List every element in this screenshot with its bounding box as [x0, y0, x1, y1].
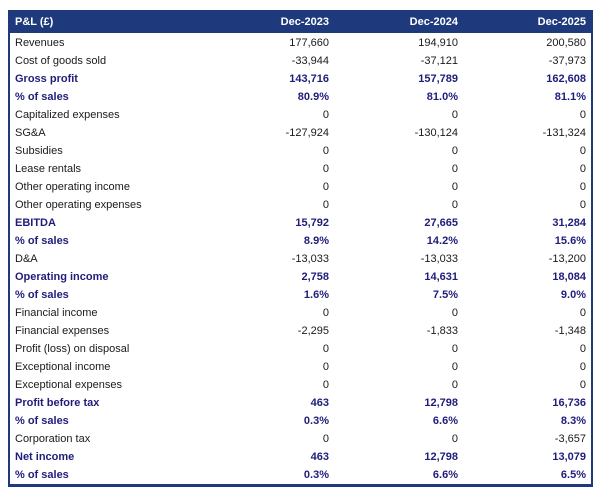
- table-row: [9, 34, 592, 53]
- cell-dec-2023: 1.6%: [205, 286, 334, 304]
- cell-dec-2025: 0: [463, 304, 592, 322]
- table-row: [9, 394, 592, 412]
- cell-dec-2025: -131,324: [463, 124, 592, 142]
- row-label: Revenues: [9, 34, 205, 53]
- cell-dec-2024: 0: [334, 340, 463, 358]
- row-label: EBITDA: [9, 214, 205, 232]
- cell-dec-2024: 14,631: [334, 268, 463, 286]
- row-label: Gross profit: [9, 70, 205, 88]
- cell-dec-2024: 81.0%: [334, 88, 463, 106]
- cell-dec-2024: 194,910: [334, 34, 463, 53]
- cell-dec-2024: 0: [334, 196, 463, 214]
- row-label: Net income: [9, 448, 205, 466]
- row-label: Profit before tax: [9, 394, 205, 412]
- cell-dec-2025: 0: [463, 178, 592, 196]
- cell-dec-2024: -130,124: [334, 124, 463, 142]
- table-title: P&L (£): [9, 11, 205, 34]
- cell-dec-2023: 0: [205, 376, 334, 394]
- pnl-table: [8, 10, 593, 487]
- row-label: Other operating expenses: [9, 196, 205, 214]
- cell-dec-2023: 0: [205, 430, 334, 448]
- row-label: % of sales: [9, 412, 205, 430]
- row-label: Exceptional expenses: [9, 376, 205, 394]
- row-label: % of sales: [9, 232, 205, 250]
- cell-dec-2025: 18,084: [463, 268, 592, 286]
- table-row: [9, 376, 592, 394]
- table-row: [9, 286, 592, 304]
- row-label: Capitalized expenses: [9, 106, 205, 124]
- table-row: [9, 106, 592, 124]
- cell-dec-2025: 162,608: [463, 70, 592, 88]
- cell-dec-2025: 16,736: [463, 394, 592, 412]
- row-label: D&A: [9, 250, 205, 268]
- cell-dec-2024: 12,798: [334, 448, 463, 466]
- cell-dec-2024: 6.6%: [334, 412, 463, 430]
- cell-dec-2023: 177,660: [205, 34, 334, 53]
- row-label: Lease rentals: [9, 160, 205, 178]
- cell-dec-2025: 81.1%: [463, 88, 592, 106]
- cell-dec-2024: 6.6%: [334, 466, 463, 486]
- row-label: % of sales: [9, 466, 205, 486]
- cell-dec-2025: 9.0%: [463, 286, 592, 304]
- cell-dec-2023: 8.9%: [205, 232, 334, 250]
- table-row: [9, 142, 592, 160]
- cell-dec-2025: 8.3%: [463, 412, 592, 430]
- cell-dec-2025: 13,079: [463, 448, 592, 466]
- cell-dec-2025: 0: [463, 340, 592, 358]
- pnl-report: [8, 10, 593, 487]
- table-row: [9, 250, 592, 268]
- cell-dec-2025: 0: [463, 106, 592, 124]
- cell-dec-2023: 0: [205, 178, 334, 196]
- row-label: SG&A: [9, 124, 205, 142]
- table-body: [9, 34, 592, 486]
- row-label: Exceptional income: [9, 358, 205, 376]
- table-row: [9, 232, 592, 250]
- row-label: Financial income: [9, 304, 205, 322]
- cell-dec-2024: 0: [334, 430, 463, 448]
- table-row: [9, 70, 592, 88]
- cell-dec-2024: 12,798: [334, 394, 463, 412]
- table-row: [9, 448, 592, 466]
- cell-dec-2023: 0.3%: [205, 466, 334, 486]
- table-row: [9, 430, 592, 448]
- row-label: Subsidies: [9, 142, 205, 160]
- cell-dec-2023: 0: [205, 196, 334, 214]
- cell-dec-2025: -37,973: [463, 52, 592, 70]
- row-label: Profit (loss) on disposal: [9, 340, 205, 358]
- cell-dec-2024: 0: [334, 376, 463, 394]
- cell-dec-2023: 15,792: [205, 214, 334, 232]
- cell-dec-2024: 0: [334, 178, 463, 196]
- row-label: Financial expenses: [9, 322, 205, 340]
- cell-dec-2025: -13,200: [463, 250, 592, 268]
- row-label: Operating income: [9, 268, 205, 286]
- table-row: [9, 322, 592, 340]
- cell-dec-2023: 0.3%: [205, 412, 334, 430]
- cell-dec-2024: 0: [334, 358, 463, 376]
- cell-dec-2023: -127,924: [205, 124, 334, 142]
- cell-dec-2025: 0: [463, 142, 592, 160]
- table-row: [9, 196, 592, 214]
- cell-dec-2024: 0: [334, 160, 463, 178]
- cell-dec-2024: -37,121: [334, 52, 463, 70]
- cell-dec-2024: 0: [334, 106, 463, 124]
- cell-dec-2024: -1,833: [334, 322, 463, 340]
- cell-dec-2023: -33,944: [205, 52, 334, 70]
- cell-dec-2024: 0: [334, 142, 463, 160]
- table-row: [9, 160, 592, 178]
- cell-dec-2024: 157,789: [334, 70, 463, 88]
- cell-dec-2023: 0: [205, 304, 334, 322]
- row-label: Cost of goods sold: [9, 52, 205, 70]
- column-header-dec-2025: Dec-2025: [463, 11, 592, 34]
- cell-dec-2023: 463: [205, 394, 334, 412]
- cell-dec-2023: 463: [205, 448, 334, 466]
- cell-dec-2023: 0: [205, 142, 334, 160]
- table-row: [9, 412, 592, 430]
- cell-dec-2023: -13,033: [205, 250, 334, 268]
- header-row: [9, 11, 592, 34]
- cell-dec-2023: 2,758: [205, 268, 334, 286]
- column-header-dec-2024: Dec-2024: [334, 11, 463, 34]
- table-row: [9, 178, 592, 196]
- row-label: Corporation tax: [9, 430, 205, 448]
- cell-dec-2023: 143,716: [205, 70, 334, 88]
- cell-dec-2024: 7.5%: [334, 286, 463, 304]
- cell-dec-2023: 0: [205, 160, 334, 178]
- table-row: [9, 340, 592, 358]
- cell-dec-2025: 0: [463, 358, 592, 376]
- table-row: [9, 88, 592, 106]
- cell-dec-2025: 0: [463, 196, 592, 214]
- cell-dec-2024: -13,033: [334, 250, 463, 268]
- cell-dec-2023: 0: [205, 340, 334, 358]
- table-row: [9, 124, 592, 142]
- cell-dec-2023: 0: [205, 106, 334, 124]
- cell-dec-2024: 0: [334, 304, 463, 322]
- cell-dec-2023: -2,295: [205, 322, 334, 340]
- table-row: [9, 466, 592, 486]
- cell-dec-2025: 15.6%: [463, 232, 592, 250]
- cell-dec-2025: 0: [463, 160, 592, 178]
- row-label: % of sales: [9, 286, 205, 304]
- table-row: [9, 214, 592, 232]
- table-row: [9, 268, 592, 286]
- cell-dec-2025: -1,348: [463, 322, 592, 340]
- cell-dec-2024: 27,665: [334, 214, 463, 232]
- cell-dec-2025: -3,657: [463, 430, 592, 448]
- cell-dec-2025: 31,284: [463, 214, 592, 232]
- cell-dec-2023: 0: [205, 358, 334, 376]
- table-row: [9, 304, 592, 322]
- row-label: Other operating income: [9, 178, 205, 196]
- row-label: % of sales: [9, 88, 205, 106]
- cell-dec-2025: 200,580: [463, 34, 592, 53]
- cell-dec-2025: 6.5%: [463, 466, 592, 486]
- table-row: [9, 358, 592, 376]
- cell-dec-2025: 0: [463, 376, 592, 394]
- cell-dec-2024: 14.2%: [334, 232, 463, 250]
- table-row: [9, 52, 592, 70]
- column-header-dec-2023: Dec-2023: [205, 11, 334, 34]
- cell-dec-2023: 80.9%: [205, 88, 334, 106]
